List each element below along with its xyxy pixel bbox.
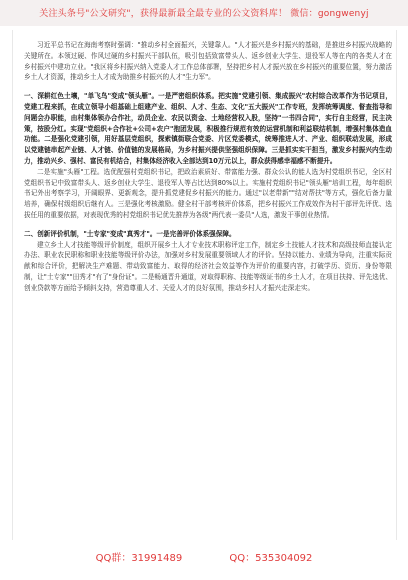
- banner-text: 关注头条号"公文研究"，获得最新最全最专业的公文资料库！ 微信：gongwenyj: [39, 9, 369, 19]
- paragraph-intro: 习近平总书记在海南考察时强调："推动乡村全面振兴，关键靠人。"人才振兴是乡村振兴的基础，是推进乡村振兴战略的关键所在。本领过硬、作风过硬的乡村振兴干部队伍，吸引包括致富带头人、返乡创业大学生、退役军人等在内的各类人才在乡村振兴中建功立业。"我区将乡村振兴纳入党委人才工作总体部署，坚持把乡村人才振兴放在乡村振兴的重要位置，努力激活乡土人才资源，推动乡土人才成为助推乡村振兴的人才"生力军"。: [24, 41, 392, 82]
- document-body: [24, 40, 392, 294]
- right-rule: [396, 30, 397, 540]
- section-heading-2: 二、创新评价机制，"土专家"变成"真秀才"。一是完善评价体系强保障。: [24, 229, 236, 238]
- footer-qq: QQ：535304092: [229, 553, 313, 564]
- footer-qq-group: QQ群：31991489: [95, 553, 183, 564]
- left-rule: [12, 30, 13, 540]
- footer-contact: [0, 549, 408, 564]
- section-heading-1: 一、深耕红色土壤，"单飞鸟"变成"领头雁"。一是严密组织体系。把实施"党建引领、集成振兴"农村综合改革作为书记项目，党建工程来抓，在成立领导小组基础上组建产业、组织、人才、生态、文化"五大振兴"工作专班，发挥统筹调度、督查指导和问题会办职能，由村集体领办合作社，动员企业、农民以资金、土地经营权入股，坚持"一书四合同"，实行自主经营，民主决策，按股分红。实现"党组织+合作社+公司+农户"抱团发展，积极推行规范有效的运营机制和利益联结机制，增强村集体造血功能。二是强化党建引领，用好基层党组织，探索镇街联合党委、片区党委模式，统筹推进人才、产业、组织联动发展，形成以党建链串起产业链、人才链、价值链的发展格局，为乡村振兴提供坚强组织保障。三是抓实实干担当，激发乡村振兴内生动力，推动兴乡、强村、富民有机结合，村集体经济收入全部达到10万元以上，群众获得感幸福感不断提升。: [24, 92, 392, 165]
- paragraph-section-2: 建立乡土人才技能等级评价制度，组织开展乡土人才专业技术职称评定工作，制定乡土技能人才技术和高级技师直接认定办法、职业农民职称和职业技能等级评价办法，加强对乡村发展重要领域人才的评价。坚持以能力、业绩为导向，注重实际贡献和综合评价，把解决生产难题、带动致富能力、取得的经济社会效益等作为评价的重要内容，打破学历、资历、身份等限制，让"土专家""田秀才"有了"身份证"。二是畅通晋升通道，对取得职称、技能等级证书的乡土人才，在项目扶持、评先选优、创业贷款等方面给予倾斜支持，营造尊重人才、关爱人才的良好氛围，推动乡村人才振兴走深走实。: [24, 240, 392, 292]
- paragraph-section-1: 二是实施"头雁"工程。选优配强村党组织书记，把政治素质好、带富能力强、群众公认的能人选为村党组织书记，全区村党组织书记中致富带头人、返乡创业大学生、退役军人等占比达到80%以上。实施村党组织书记"领头雁"培训工程，每年组织书记外出考察学习，开阔眼界、更新观念，提升抓党建促乡村振兴的能力。通过"以老带新""结对帮扶"等方式，强化后备力量培养，确保村级组织后继有人。三是强化考核激励。健全村干部考核评价体系，把乡村振兴工作成效作为村干部评先评优、选拔任用的重要依据，对表现优秀的村党组织书记优先推荐为各级"两代表一委员"人选，激发干事创业热情。: [24, 167, 392, 219]
- top-banner: [0, 0, 408, 26]
